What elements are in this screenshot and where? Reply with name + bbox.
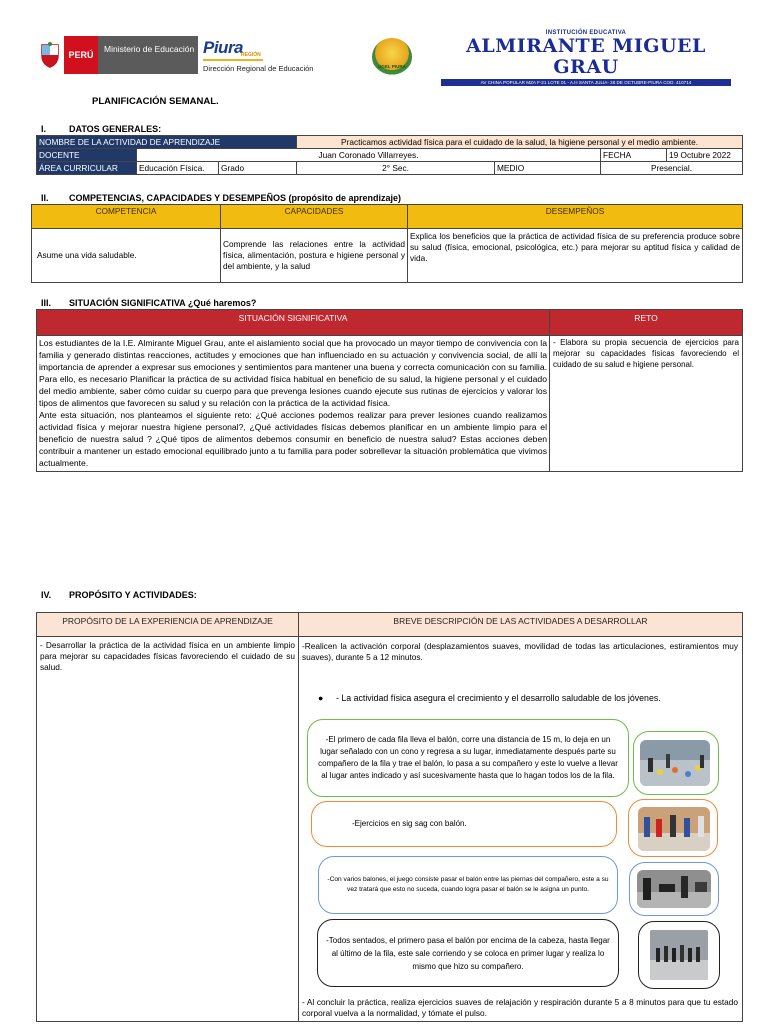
grade-value: 2° Sec.: [297, 162, 495, 175]
competencia-header: COMPETENCIA: [32, 205, 221, 229]
level-value: Presencial.: [601, 162, 743, 175]
bullet-text: - La actividad física asegura el crecimiento y el desarrollo saludable de los jóvenes.: [336, 693, 661, 703]
situation-text-challenge: Ante esta situación, nos planteamos el siguiente reto: ¿Qué acciones podemos realizar para prever lesiones cuando realizamos actividad física y mejorar nuestra higiene personal?, ¿Qué actividades físicas debemos planificar en un ambiente limpio para el beneficio de nuestra salud ? ¿Qué tipos de alimentos debemos consumir en beneficio de nuestra salud? Estas acciones deben contribuir a mantener un estado emocional equilibrado junto a tu familia para poder sobrellevar la situación problemática que vivimos actualmente.: [39, 410, 547, 468]
section-number: III.: [41, 298, 52, 308]
grade-label: Grado: [219, 162, 297, 175]
minedu-logo: [36, 36, 198, 74]
school-address: AV CHINA POPULAR MZA F-21 LOTE 01 - A.H SANTA JULIA- 26 DE OCTUBRE-PIURA COD. 410714: [441, 79, 731, 86]
activities-header: BREVE DESCRIPCIÓN DE LAS ACTIVIDADES A DESARROLLAR: [299, 613, 743, 637]
section-4-heading: [41, 590, 197, 600]
date-value: 19 Octubre 2022: [667, 149, 743, 162]
activity-box-4: [317, 919, 619, 987]
section-title: SITUACIÓN SIGNIFICATIVA ¿Qué haremos?: [69, 298, 257, 308]
page-title: PLANIFICACIÓN SEMANAL.: [92, 96, 219, 107]
activity-box-1-text: -El primero de cada fila lleva el balón, corre una distancia de 15 m, lo deja en un lugar señalado con un cono y regresa a su lugar, inmediatamente después parte su compañero de la fila y trae el balón, lo pasa a su compañero y este lo vuelve a llevar al lugar antes indicado y así sucesivamente hasta que lo hagan todos los de la fila.: [318, 735, 618, 780]
school-label: INSTITUCIÓN EDUCATIVA: [545, 30, 627, 36]
piura-bar: [203, 59, 263, 61]
activation-text: -Realicen la activación corporal (desplazamientos suaves, movilidad de todas las articulaciones, estiramientos muy suaves), durante 5 a 12 minutos.: [302, 641, 738, 662]
bullet-item: [318, 693, 738, 703]
ugel-label: UGEL PIURA: [378, 64, 406, 69]
purpose-cell: - Desarrollar la práctica de la actividad física en un ambiente limpio para mejorar su capacidades físicas favoreciendo el cuidado de su salud.: [37, 637, 299, 1022]
date-label: FECHA: [601, 149, 667, 162]
piura-title: Piura: [203, 38, 244, 57]
desempenos-header: DESEMPEÑOS: [408, 205, 743, 229]
piura-logo: [203, 38, 353, 74]
section-number: I.: [41, 124, 47, 134]
situation-text: Los estudiantes de la I.E. Almirante Miguel Grau, ante el aislamiento social que ha provocado un mayor tiempo de convivencia con la familia y generado distintas reacciones, actitudes y emociones que han influenciado en su actuación y convivencia social, de allí la importancia de aprender a expresar sus emociones y sentimientos para mantener una buena y correcta comunicación con su familia. Para ello, es necesario Planificar la práctica de su actividad física habitual en beneficio de su salud, la higiene personal y el cuidado del medio ambiente, saber cómo cuidar su cuerpo para que prevenga lesiones cuando ejecute sus rutinas de ejercicios y valorar los tipos de alimentos que favorecen su salud y su relación con la práctica de la actividad física.: [39, 338, 547, 408]
level-label: MEDIO: [495, 162, 601, 175]
piura-subtitle: Dirección Regional de Educación: [203, 64, 314, 73]
school-name: ALMIRANTE MIGUEL GRAU: [466, 35, 706, 78]
challenge-header: RETO: [550, 310, 743, 336]
area-label: ÁREA CURRICULAR: [37, 162, 137, 175]
purpose-header: PROPÓSITO DE LA EXPERIENCIA DE APRENDIZAJE: [37, 613, 299, 637]
situation-cell: [37, 336, 550, 472]
competencia-cell: Asume una vida saludable.: [32, 229, 221, 283]
activity-box-3: [318, 856, 618, 914]
section-3-heading: [41, 298, 256, 308]
activity-photo-3: [637, 870, 711, 908]
activity-photo-2: [638, 807, 710, 851]
teacher-label: DOCENTE: [37, 149, 137, 162]
activity-box-1: [307, 719, 629, 797]
activity-box-3-text: -Con varios balones, el juego consiste pasar el balón entre las piernas del compañero, este a su vez tratará que esto no suceda, cuando logra pasar el balón se le asigna un punto.: [327, 876, 609, 893]
ugel-logo-icon: [372, 38, 412, 76]
activity-value: Practicamos actividad física para el cuidado de la salud, la higiene personal y el medio ambiente.: [297, 136, 743, 149]
activity-box-4-text: -Todos sentados, el primero pasa el balón por encima de la cabeza, hasta llegar al último de la fila, este sale corriendo y se coloca en primer lugar y realiza lo mismo que hizo su compañero.: [326, 935, 610, 971]
competencies-table: [31, 204, 743, 283]
school-logo: [441, 30, 731, 85]
section-2-heading: [41, 193, 401, 203]
section-title: COMPETENCIAS, CAPACIDADES Y DESEMPEÑOS (propósito de aprendizaje): [69, 193, 402, 203]
ministry-label: Ministerio de Educación: [98, 36, 198, 74]
activity-box-2: [311, 801, 617, 847]
section-title: PROPÓSITO Y ACTIVIDADES:: [69, 590, 197, 600]
area-value: Educación Física.: [137, 162, 219, 175]
activity-label: NOMBRE DE LA ACTIVIDAD DE APRENDIZAJE: [37, 136, 297, 149]
section-number: IV.: [41, 590, 52, 600]
peru-label: PERÚ: [64, 36, 98, 74]
activity-photo-4: [650, 930, 708, 980]
section-title: DATOS GENERALES:: [69, 124, 162, 134]
activity-photo-1: [640, 740, 710, 786]
teacher-value: Juan Coronado Villarreyes.: [137, 149, 601, 162]
general-data-table: [36, 135, 743, 175]
situation-table: [36, 309, 743, 472]
desempenos-cell: Explica los beneficios que la práctica de actividad física de su preferencia produce sobre su salud (física, emocional, psicológica, etc.) para mejorar su aptitud física y calidad de vida.: [408, 229, 743, 283]
capacidades-cell: Comprende las relaciones entre la actividad física, alimentación, postura e higiene personal y del ambiente, y la salud: [221, 229, 408, 283]
situation-header: SITUACIÓN SIGNIFICATIVA: [37, 310, 550, 336]
bullet-dot-icon: ●: [318, 693, 324, 703]
section-1-heading: [41, 124, 161, 134]
peru-shield-icon: [36, 36, 64, 74]
capacidades-header: CAPACIDADES: [221, 205, 408, 229]
closing-text: - Al concluir la práctica, realiza ejercicios suaves de relajación y respiración durante 5 a 8 minutos para que tu estado corporal vuelva a la normalidad, y tómate el pulso.: [302, 997, 738, 1018]
section-number: II.: [41, 193, 49, 203]
challenge-cell: - Elabora su propia secuencia de ejercicios para mejorar su capacidades físicas favoreciendo el cuidado de su salud e higiene personal.: [550, 336, 743, 472]
piura-region: REGIÓN: [241, 52, 261, 58]
activity-box-2-text: -Ejercicios en sig sag con balón.: [352, 819, 467, 828]
